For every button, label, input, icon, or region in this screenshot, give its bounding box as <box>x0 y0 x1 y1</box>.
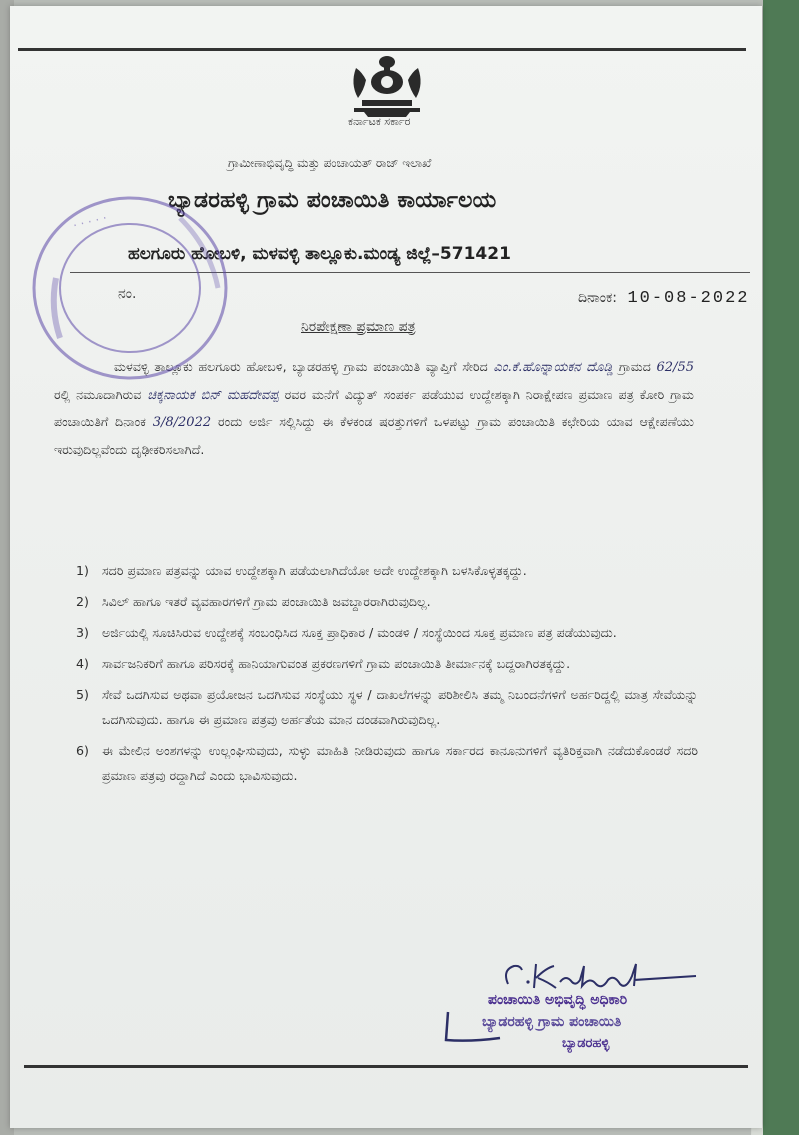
conditions-list <box>76 558 698 794</box>
condition-item: 1) ಸದರಿ ಪ್ರಮಾಣ ಪತ್ರವನ್ನು ಯಾವ ಉದ್ದೇಶಕ್ಕಾಗಿ ಪಡೆಯಲಾಗಿದೆಯೋ ಅದೇ ಉದ್ದೇಶಕ್ಕಾಗಿ ಬಳಸಿಕೊಳ್ಳತಕ್ಕದ್ದು. <box>76 563 527 578</box>
condition-item: 5) ಸೇವೆ ಒದಗಿಸುವ ಅಥವಾ ಪ್ರಯೋಜನ ಒದಗಿಸುವ ಸಂಸ್ಥೆಯು ಸ್ಥಳ / ದಾಖಲೆಗಳನ್ನು ಪರಿಶೀಲಿಸಿ ತಮ್ಮ ನಿಬಂದನೆಗಳಿಗೆ ಅರ್ಹರಿದ್ದಲ್ಲಿ ಮಾತ್ರ ಸೇವೆಯನ್ನು ಒದಗಿಸುವುದು. ಹಾಗೂ ಈ ಪ್ರಮಾಣ ಪತ್ರವು ಅರ್ಹತೆಯ ಮಾನ ದಂಡವಾಗಿರುವುದಿಲ್ಲ. <box>76 687 698 727</box>
officer-designation: ಪಂಚಾಯಿತಿ ಅಭಿವೃದ್ಧಿ ಅಧಿಕಾರಿ <box>488 992 628 1008</box>
office-address: ಹಲಗೂರು ಹೋಬಳಿ, ಮಳವಳ್ಳಿ ತಾಲ್ಲೂಕು.ಮಂಡ್ಯ ಜಿಲ್ಲೆ–571421 <box>128 244 511 264</box>
property-number-handwritten: 62/55 <box>656 360 694 375</box>
village-name-handwritten: ಎಂ.ಕೆ.ಹೊನ್ನಾಯಕನ ದೊಡ್ಡಿ <box>493 360 614 375</box>
background-right-edge <box>763 0 799 1135</box>
bottom-rule <box>24 1065 748 1068</box>
svg-text:· · · · ·: · · · · · <box>71 210 109 233</box>
applicant-name-handwritten: ಚಿಕ್ಕನಾಯಕ <box>147 387 195 403</box>
body-village-suffix: ಗ್ರಾಮದ <box>618 359 651 374</box>
condition-item: 3) ಅರ್ಜಿಯಲ್ಲಿ ಸೂಚಿಸಿರುವ ಉದ್ದೇಶಕ್ಕೆ ಸಂಬಂಧಿಸಿದ ಸೂಕ್ತ ಪ್ರಾಧಿಕಾರ / ಮಂಡಳಿ / ಸಂಸ್ಥೆಯಿಂದ ಸೂಕ್ತ ಪ್ರಮಾಣ ಪತ್ರ ಪಡೆಯುವುದು. <box>76 625 617 640</box>
application-date-handwritten: 3/8/2022 <box>152 415 212 431</box>
applicant-relation-handwritten: ಬಿನ್ ಮಹದೇವಪ್ಪ <box>200 387 279 403</box>
body-intro: ಮಳವಳ್ಳಿ ತಾಲ್ಲೂಕು ಹಲಗೂರು ಹೋಬಳಿ, ಬ್ಯಾಡರಹಳ್ಳಿ ಗ್ರಾಮ ಪಂಚಾಯಿತಿ ವ್ಯಾಪ್ತಿಗೆ ಸೇರಿದ <box>114 359 488 374</box>
date-line <box>578 289 749 308</box>
condition-item: 4) ಸಾರ್ವಜನಿಕರಿಗೆ ಹಾಗೂ ಪರಿಸರಕ್ಕೆ ಹಾನಿಯಾಗುವಂತ ಪ್ರಕರಣಗಳಿಗೆ ಗ್ರಾಮ ಪಂಚಾಯಿತಿ ತೀರ್ಮಾನಕ್ಕೆ ಬದ್ದರಾಗಿರತಕ್ಕದ್ದು. <box>76 656 571 671</box>
reference-number-label: ನಂ. <box>118 286 137 302</box>
office-name: ಬ್ಯಾಡರಹಳ್ಳಿ ಗ್ರಾಮ ಪಂಚಾಯಿತಿ ಕಾರ್ಯಾಲಯ <box>168 188 497 213</box>
state-emblem-icon <box>344 54 430 118</box>
body-conclusion: ರಂದು ಅರ್ಜಿ ಸಲ್ಲಿಸಿದ್ದು ಈ ಕೆಳಕಂಡ ಷರತ್ತುಗಳಿಗೆ ಒಳಪಟ್ಟು ಗ್ರಾಮ ಪಂಚಾಯಿತಿ ಕಛೇರಿಯ ಯಾವ ಆಕ್ಷೇಪಣೆಯು ಇರುವುದಿಲ್ಲವೆಂದು ದೃಢೀಕರಿಸಲಾಗಿದೆ. <box>54 414 694 457</box>
officer-panchayat: ಬ್ಯಾಡರಹಳ್ಳಿ ಗ್ರಾಮ ಪಂಚಾಯಿತಿ <box>482 1014 622 1030</box>
date-value: 10-08-2022 <box>627 289 750 308</box>
date-label: ದಿನಾಂಕ: <box>578 290 617 306</box>
government-name: ಕರ್ನಾಟಕ ಸರ್ಕಾರ <box>348 115 411 128</box>
officer-village: ಬ್ಯಾಡರಹಳ್ಳಿ <box>562 1036 610 1051</box>
top-rule <box>18 48 746 51</box>
body-purpose: ರವರ ಮನೆಗೆ ವಿದ್ಯುತ್ ಸಂಪರ್ಕ ಪಡೆಯುವ ಉದ್ದೇಶಕ್ಕಾಗಿ ನಿರಾಕ್ಷೇಪಣ ಪ್ರಮಾಣ ಪತ್ರ ಕೋರಿ ಗ್ರಾಮ ಪಂಚಾಯಿತಿಗೆ ದಿನಾಂಕ <box>54 386 694 430</box>
condition-item: 6) ಈ ಮೇಲಿನ ಅಂಶಗಳನ್ನು ಉಲ್ಲಂಘಿಸುವುದು, ಸುಳ್ಳು ಮಾಹಿತಿ ನೀಡಿರುವುದು ಹಾಗೂ ಸರ್ಕಾರದ ಕಾನೂನುಗಳಿಗೆ ವ್ಯತಿರಿಕ್ತವಾಗಿ ನಡೆದುಕೊಂಡರೆ ಸದರಿ ಪ್ರಮಾಣ ಪತ್ರವು ರದ್ದಾಗಿದೆ ಎಂದು ಭಾವಿಸುವುದು. <box>76 743 698 783</box>
certificate-title: ನಿರಪೇಕ್ಷಣಾ ಪ್ರಮಾಣ ಪತ್ರ <box>301 319 416 335</box>
condition-item: 2) ಸಿವಿಲ್ ಹಾಗೂ ಇತರೆ ವ್ಯವಹಾರಗಳಿಗೆ ಗ್ರಾಮ ಪಂಚಾಯಿತಿ ಜವಬ್ದಾರರಾಗಿರುವುದಿಲ್ಲ. <box>76 594 431 609</box>
office-seal-stamp <box>30 188 240 384</box>
document-sheet <box>10 6 762 1128</box>
department-name: ಗ್ರಾಮೀಣಾಭಿವೃದ್ಧಿ ಮತ್ತು ಪಂಚಾಯತ್ ರಾಜ್ ಇಲಾಖೆ <box>228 156 432 170</box>
body-recorded: ರಲ್ಲಿ ನಮೂದಾಗಿರುವ <box>54 386 142 402</box>
